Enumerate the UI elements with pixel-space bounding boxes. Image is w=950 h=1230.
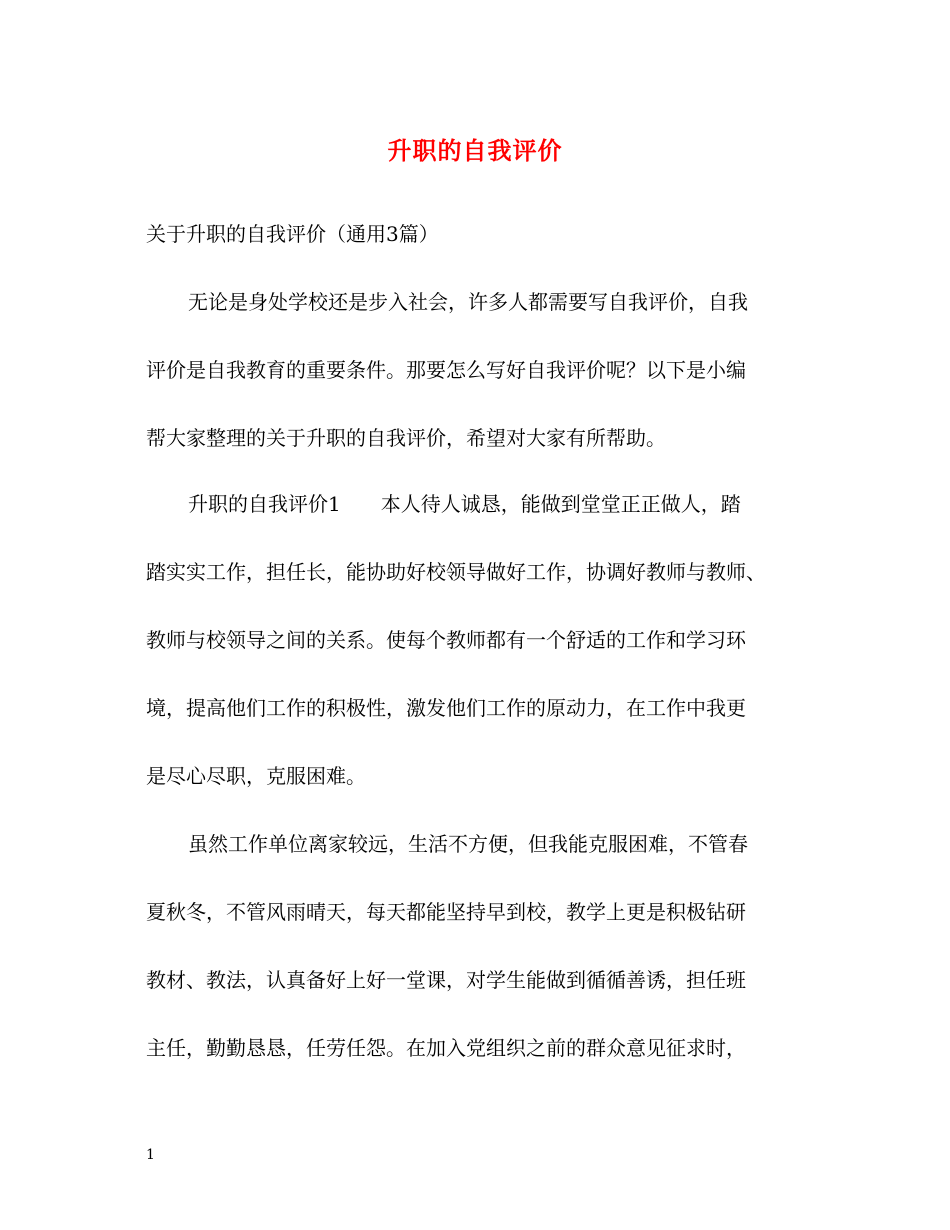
paragraph-line: 教材、教法，认真备好上好一堂课，对学生能做到循循善诱，担任班 [146,968,746,992]
paragraph-line: 夏秋冬，不管风雨晴天，每天都能坚持早到校，教学上更是积极钻研 [146,900,746,924]
paragraph-line: 主任，勤勤恳恳，任劳任怨。在加入党组织之前的群众意见征求时， [146,1036,746,1060]
document-title: 升职的自我评价 [387,136,563,165]
paragraph-line: 境，提高他们工作的积极性，激发他们工作的原动力，在工作中我更 [146,696,746,720]
paragraph-line: 评价是自我教育的重要条件。那要怎么写好自我评价呢？以下是小编 [146,358,746,382]
paragraph-line: 升职的自我评价1 本人待人诚恳，能做到堂堂正正做人，踏 [188,492,741,516]
paragraph-line: 无论是身处学校还是步入社会，许多人都需要写自我评价，自我 [188,290,748,314]
paragraph-line: 虽然工作单位离家较远，生活不方便，但我能克服困难，不管春 [188,832,748,856]
page-number: 1 [146,1147,155,1163]
document-subtitle: 关于升职的自我评价（通用3篇） [146,222,439,246]
paragraph-line: 是尽心尽职，克服困难。 [146,764,366,788]
paragraph-line: 教师与校领导之间的关系。使每个教师都有一个舒适的工作和学习环 [146,628,746,652]
paragraph-line: 踏实实工作，担任长，能协助好校领导做好工作，协调好教师与教师、 [146,560,766,584]
paragraph-line: 帮大家整理的关于升职的自我评价，希望对大家有所帮助。 [146,426,666,450]
